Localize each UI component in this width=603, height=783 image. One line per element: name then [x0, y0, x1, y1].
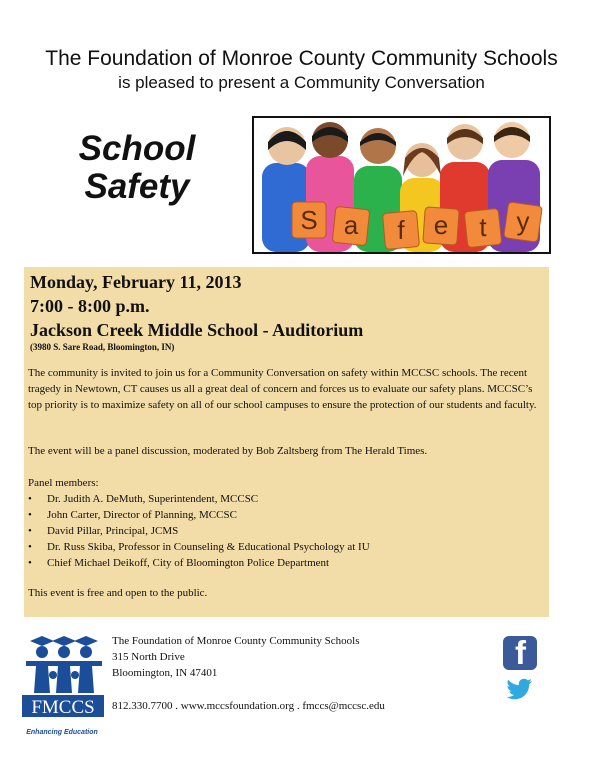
- logo-text: FMCCS: [31, 697, 95, 718]
- letter-sign-t: [464, 208, 502, 247]
- fmccs-logo: [22, 635, 104, 719]
- letter-sign-f: [382, 211, 419, 250]
- twitter-icon[interactable]: [507, 678, 533, 700]
- letter-sign-e: [423, 207, 459, 245]
- list-item: • Chief Michael Deikoff, City of Bloomington Police Department: [28, 555, 370, 571]
- panel-members-list: [28, 491, 370, 571]
- org-name: The Foundation of Monroe County Community Schools: [112, 635, 360, 647]
- page-title: [62, 130, 212, 206]
- event-details-box: [24, 267, 549, 617]
- header-title: The Foundation of Monroe County Community Schools: [45, 47, 558, 70]
- letter-y: y: [516, 206, 530, 236]
- list-item: • David Pillar, Principal, JCMS: [28, 523, 370, 539]
- letter-t: t: [479, 212, 487, 242]
- graduates-logo-icon: [22, 635, 104, 719]
- city-state-zip: Bloomington, IN 47401: [112, 667, 218, 679]
- list-item: • Dr. Judith A. DeMuth, Superintendent, MCCSC: [28, 491, 370, 507]
- title-line-1: School: [78, 129, 196, 168]
- header: [0, 46, 603, 94]
- event-date: Monday, February 11, 2013: [30, 272, 242, 292]
- title-line-2: Safety: [84, 167, 190, 206]
- letter-sign-s: [292, 202, 326, 238]
- event-venue: Jackson Creek Middle School - Auditorium: [30, 320, 364, 340]
- list-item: • John Carter, Director of Planning, MCCSC: [28, 507, 370, 523]
- contact-info-line: 812.330.7700 . www.mccsfoundation.org . fmccs@mccsc.edu: [112, 700, 385, 712]
- letter-a: a: [343, 210, 359, 240]
- letter-e: e: [433, 210, 449, 240]
- kids-safety-illustration: [254, 118, 549, 252]
- logo-tagline: Enhancing Education: [26, 729, 98, 736]
- contact-address: [112, 633, 360, 681]
- street-address: 315 North Drive: [112, 651, 185, 663]
- list-item: • Dr. Russ Skiba, Professor in Counseling & Educational Psychology at IU: [28, 539, 370, 555]
- event-time: 7:00 - 8:00 p.m.: [30, 296, 150, 316]
- facebook-icon[interactable]: f: [503, 636, 537, 670]
- kids-safety-photo: [252, 116, 551, 254]
- event-address: (3980 S. Sare Road, Bloomington, IN): [30, 342, 175, 352]
- header-subtitle: is pleased to present a Community Conversation: [118, 73, 485, 92]
- letter-f: f: [397, 215, 405, 245]
- letter-sign-y: [504, 202, 543, 242]
- event-description: The community is invited to join us for a Community Conversation on safety within MCCSC schools. The recent tragedy in Newtown, CT causes us all a great deal of concern and forces us to evaluate our safety plans. MCCSC’s top priority is to maximize safety on all of our school campuses to ensure the protection of our students and faculty.: [28, 367, 537, 411]
- letter-sign-a: [332, 206, 370, 245]
- closing-note: This event is free and open to the public.: [28, 587, 208, 599]
- event-format: The event will be a panel discussion, moderated by Bob Zaltsberg from The Herald Times.: [28, 445, 428, 457]
- letter-s: S: [300, 205, 318, 235]
- panel-heading: Panel members:: [28, 477, 99, 489]
